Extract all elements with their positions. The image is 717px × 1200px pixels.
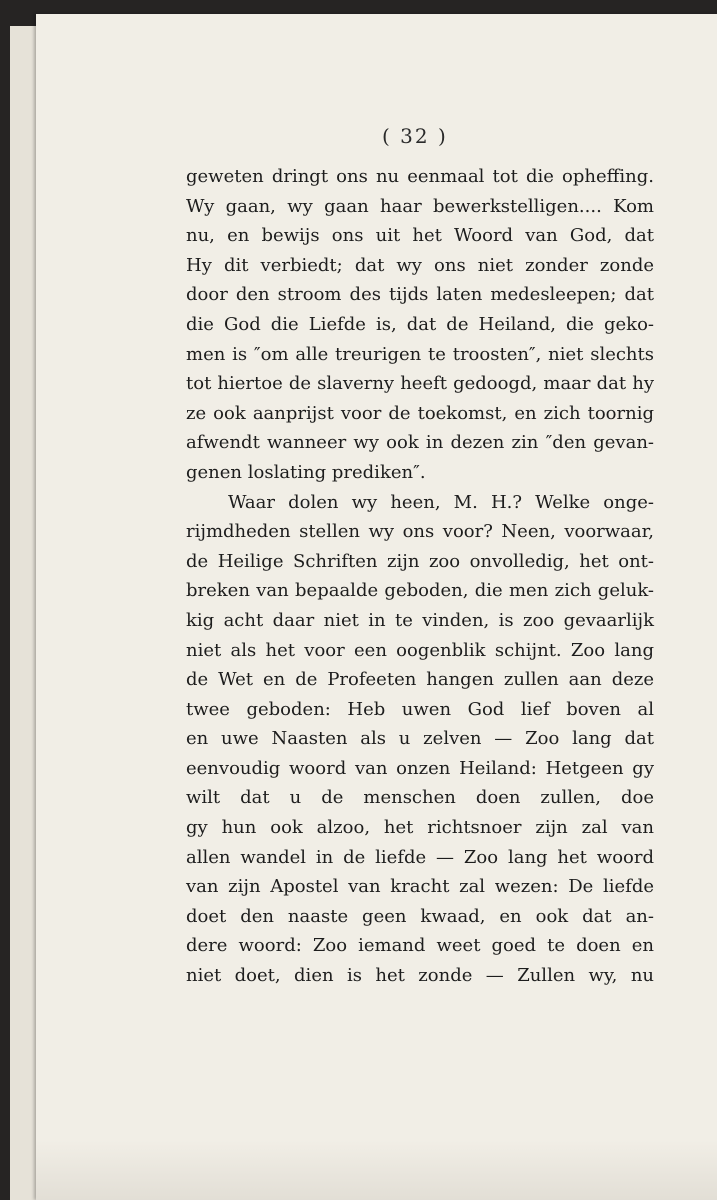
text-line: geweten dringt ons nu eenmaal tot die opheffing. [186,166,654,187]
text-line: niet als het voor een oogenblik schijnt. Zoo lang [186,639,654,661]
text-line: twee geboden: Heb uwen God lief boven al [186,698,654,720]
text-line: doet den naaste geen kwaad, en ook dat an- [186,905,654,927]
text-line-paragraph-start: Waar dolen wy heen, M. H.? Welke onge- [228,491,654,513]
body-text [186,162,654,991]
text-line: niet doet, dien is het zonde — Zullen wy, nu [186,965,654,987]
text-line: de Wet en de Profeeten hangen zullen aan deze [186,669,654,691]
text-line: dere woord: Zoo iemand weet goed te doen en [186,935,654,957]
text-line: kig acht daar niet in te vinden, is zoo gevaarlijk [186,609,654,631]
text-line: gy hun ook alzoo, het richtsnoer zijn zal van [186,817,654,839]
text-line: van zijn Apostel van kracht zal wezen: De liefde [186,876,654,898]
text-line-paragraph-end: genen loslating prediken″. [186,461,426,483]
text-line: ze ook aanprijst voor de toekomst, en zich toornig [186,402,654,424]
text-line: eenvoudig woord van onzen Heiland: Hetgeen gy [186,757,654,779]
text-line: die God die Liefde is, dat de Heiland, die geko- [186,313,654,335]
text-line: de Heilige Schriften zijn zoo onvolledig, het ont- [186,550,654,572]
text-line: door den stroom des tijds laten medesleepen; dat [186,284,654,306]
text-line: rijmdheden stellen wy ons voor? Neen, voorwaar, [186,521,654,543]
text-line: en uwe Naasten als u zelven — Zoo lang dat [186,728,654,750]
page-number: ( 32 ) [382,124,448,148]
text-line: breken van bepaalde geboden, die men zich geluk- [186,580,654,602]
text-line: allen wandel in de liefde — Zoo lang het woord [186,846,654,868]
text-line: Hy dit verbiedt; dat wy ons niet zonder zonde [186,254,654,276]
text-line: men is ″om alle treurigen te troosten″, niet slechts [186,343,654,365]
text-line: nu, en bewijs ons uit het Woord van God, dat [186,225,654,247]
text-line: tot hiertoe de slaverny heeft gedoogd, maar dat hy [186,373,654,395]
text-line: Wy gaan, wy gaan haar bewerkstelligen.... Kom [186,195,654,217]
text-line: afwendt wanneer wy ook in dezen zin ″den gevan- [186,432,654,454]
text-line: wilt dat u de menschen doen zullen, doe [186,787,654,809]
